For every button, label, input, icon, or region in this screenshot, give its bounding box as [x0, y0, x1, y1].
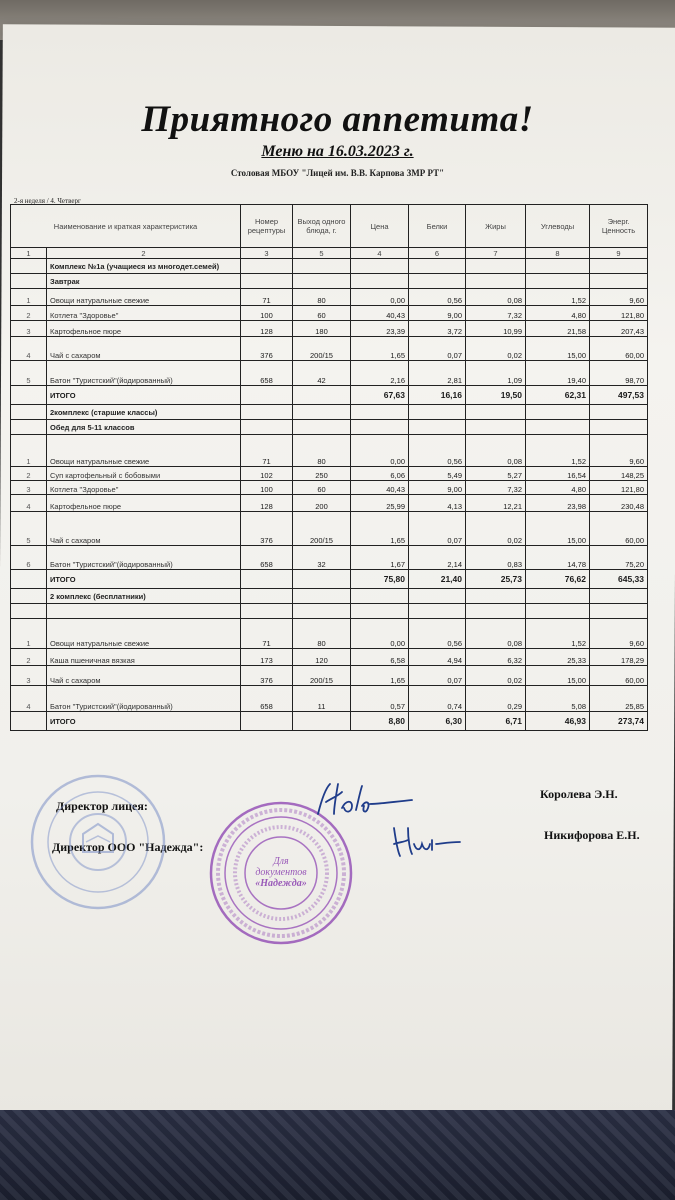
empty-cell	[351, 420, 409, 435]
dish-carbs: 23,98	[526, 495, 590, 512]
dish-fat: 1,09	[466, 361, 526, 386]
dish-price: 1,65	[351, 666, 409, 686]
dish-name: Батон "Туристский"(йодированный)	[47, 686, 241, 712]
empty-cell	[351, 259, 409, 274]
empty-cell	[590, 420, 648, 435]
dish-recipe-number: 658	[241, 686, 293, 712]
dish-price: 0,00	[351, 289, 409, 306]
dish-recipe-number: 71	[241, 289, 293, 306]
table-row	[11, 337, 648, 361]
signature-director-lyceum	[312, 778, 422, 822]
dish-protein: 2,81	[409, 361, 466, 386]
empty-cell	[241, 570, 293, 589]
col-number: 9	[590, 248, 648, 259]
dish-name: Батон "Туристский"(йодированный)	[47, 361, 241, 386]
dish-carbs: 1,52	[526, 435, 590, 467]
complex-title-row	[11, 589, 648, 604]
empty-cell	[11, 604, 47, 619]
empty-cell	[409, 604, 466, 619]
dish-price: 1,65	[351, 512, 409, 546]
dish-carbs: 19,40	[526, 361, 590, 386]
dish-energy: 230,48	[590, 495, 648, 512]
dish-portion: 60	[293, 481, 351, 495]
empty-cell	[241, 604, 293, 619]
dish-recipe-number: 658	[241, 546, 293, 570]
dish-protein: 0,56	[409, 289, 466, 306]
total-row	[11, 570, 648, 589]
dish-portion: 80	[293, 619, 351, 649]
director-ooo-label: Директор ООО "Надежда":	[52, 840, 204, 854]
total-energy: 645,33	[590, 570, 648, 589]
dish-price: 6,58	[351, 649, 409, 666]
total-fat: 25,73	[466, 570, 526, 589]
dish-name: Котлета "Здоровье"	[47, 481, 241, 495]
dish-protein: 9,00	[409, 481, 466, 495]
empty-cell	[351, 604, 409, 619]
dish-recipe-number: 376	[241, 337, 293, 361]
dish-recipe-number: 658	[241, 361, 293, 386]
dish-portion: 11	[293, 686, 351, 712]
empty-cell	[526, 589, 590, 604]
total-label: ИТОГО	[47, 570, 241, 589]
dish-price: 1,67	[351, 546, 409, 570]
dish-carbs: 4,80	[526, 481, 590, 495]
meal-title-row	[11, 604, 648, 619]
dish-carbs: 4,80	[526, 306, 590, 321]
dish-price: 0,00	[351, 435, 409, 467]
empty-cell	[590, 274, 648, 289]
table-row	[11, 495, 648, 512]
dish-portion: 200/15	[293, 512, 351, 546]
dish-price: 23,39	[351, 321, 409, 337]
table-row	[11, 306, 648, 321]
table-row	[11, 512, 648, 546]
empty-cell	[293, 604, 351, 619]
empty-cell	[466, 274, 526, 289]
col-number: 8	[526, 248, 590, 259]
table-row	[11, 666, 648, 686]
total-price: 75,80	[351, 570, 409, 589]
signature-director-ooo	[388, 820, 468, 864]
dish-fat: 0,08	[466, 619, 526, 649]
dish-number: 4	[11, 337, 47, 361]
dish-portion: 180	[293, 321, 351, 337]
stamp-text-line: Для	[273, 856, 289, 867]
col-number: 7	[466, 248, 526, 259]
dish-fat: 0,29	[466, 686, 526, 712]
total-fat: 6,71	[466, 712, 526, 731]
empty-cell	[466, 405, 526, 420]
dish-carbs: 15,00	[526, 337, 590, 361]
dish-name: Овощи натуральные свежие	[47, 619, 241, 649]
dish-protein: 2,14	[409, 546, 466, 570]
dish-number: 2	[11, 649, 47, 666]
dish-carbs: 1,52	[526, 289, 590, 306]
table-row	[11, 289, 648, 306]
empty-cell	[409, 405, 466, 420]
empty-cell	[351, 274, 409, 289]
col-header-name: Наименование и краткая характеристика	[11, 205, 241, 248]
dish-price: 6,06	[351, 467, 409, 481]
dish-energy: 25,85	[590, 686, 648, 712]
empty-cell	[11, 259, 47, 274]
menu-date: Меню на 16.03.2023 г.	[261, 143, 414, 160]
table-header-row	[11, 205, 648, 248]
dish-number: 4	[11, 686, 47, 712]
dish-number: 3	[11, 666, 47, 686]
empty-cell	[526, 604, 590, 619]
empty-cell	[409, 589, 466, 604]
dish-price: 25,99	[351, 495, 409, 512]
dish-recipe-number: 376	[241, 512, 293, 546]
dish-price: 40,43	[351, 306, 409, 321]
dish-energy: 60,00	[590, 337, 648, 361]
total-carbs: 46,93	[526, 712, 590, 731]
dish-fat: 6,32	[466, 649, 526, 666]
total-energy: 497,53	[590, 386, 648, 405]
page-title: Приятного аппетита!	[141, 99, 534, 140]
dish-fat: 7,32	[466, 306, 526, 321]
dish-fat: 0,02	[466, 337, 526, 361]
dish-name: Батон "Туристский"(йодированный)	[47, 546, 241, 570]
empty-cell	[351, 405, 409, 420]
empty-cell	[293, 420, 351, 435]
dish-fat: 0,02	[466, 512, 526, 546]
dish-number: 2	[11, 306, 47, 321]
table-row	[11, 467, 648, 481]
menu-table	[10, 204, 648, 731]
empty-cell	[293, 274, 351, 289]
dish-fat: 0,08	[466, 435, 526, 467]
dish-portion: 200/15	[293, 337, 351, 361]
dish-recipe-number: 128	[241, 321, 293, 337]
dish-name: Чай с сахаром	[47, 512, 241, 546]
dish-energy: 60,00	[590, 512, 648, 546]
empty-cell	[590, 259, 648, 274]
stamp-text-line: документов	[255, 867, 307, 878]
empty-cell	[11, 420, 47, 435]
empty-cell	[293, 712, 351, 731]
total-protein: 16,16	[409, 386, 466, 405]
table-row	[11, 481, 648, 495]
meal-title: Обед для 5-11 классов	[47, 420, 241, 435]
dish-number: 6	[11, 546, 47, 570]
dish-energy: 121,80	[590, 306, 648, 321]
col-header-recipe: Номер рецептуры	[241, 205, 293, 248]
dish-energy: 9,60	[590, 435, 648, 467]
dish-protein: 4,13	[409, 495, 466, 512]
total-row	[11, 712, 648, 731]
lyceum-stamp	[28, 772, 168, 912]
dish-fat: 0,83	[466, 546, 526, 570]
empty-cell	[11, 712, 47, 731]
empty-cell	[526, 405, 590, 420]
col-number: 5	[293, 248, 351, 259]
dish-fat: 10,99	[466, 321, 526, 337]
total-label: ИТОГО	[47, 712, 241, 731]
dish-name: Овощи натуральные свежие	[47, 289, 241, 306]
col-number: 4	[351, 248, 409, 259]
dish-carbs: 21,58	[526, 321, 590, 337]
dish-energy: 9,60	[590, 619, 648, 649]
empty-cell	[293, 259, 351, 274]
complex-title: 2 комплекс (бесплатники)	[47, 589, 241, 604]
director-lyceum-name: Королева Э.Н.	[540, 787, 618, 801]
empty-cell	[241, 386, 293, 405]
canteen-name: Столовая МБОУ "Лицей им. В.В. Карпова ЗМР РТ"	[230, 168, 445, 178]
empty-cell	[466, 589, 526, 604]
dish-name: Картофельное пюре	[47, 321, 241, 337]
col-number: 1	[11, 248, 47, 259]
empty-cell	[590, 405, 648, 420]
empty-cell	[241, 274, 293, 289]
empty-cell	[293, 570, 351, 589]
dish-portion: 200/15	[293, 666, 351, 686]
empty-cell	[11, 386, 47, 405]
complex-title: 2комплекс (старшие классы)	[47, 405, 241, 420]
dish-protein: 4,94	[409, 649, 466, 666]
total-carbs: 62,31	[526, 386, 590, 405]
dish-energy: 178,29	[590, 649, 648, 666]
empty-cell	[11, 570, 47, 589]
dish-name: Овощи натуральные свежие	[47, 435, 241, 467]
table-row	[11, 321, 648, 337]
dish-number: 3	[11, 321, 47, 337]
col-header-protein: Белки	[409, 205, 466, 248]
dish-number: 2	[11, 467, 47, 481]
dish-portion: 250	[293, 467, 351, 481]
director-ooo-name: Никифорова Е.Н.	[544, 828, 640, 842]
director-lyceum-label: Директор лицея:	[56, 799, 148, 813]
table-row	[11, 649, 648, 666]
table-row	[11, 435, 648, 467]
empty-cell	[409, 259, 466, 274]
empty-cell	[526, 259, 590, 274]
total-fat: 19,50	[466, 386, 526, 405]
dish-fat: 0,08	[466, 289, 526, 306]
meal-title-row	[11, 420, 648, 435]
dish-protein: 0,07	[409, 337, 466, 361]
col-number: 2	[47, 248, 241, 259]
total-label: ИТОГО	[47, 386, 241, 405]
complex-title-row	[11, 259, 648, 274]
dish-recipe-number: 71	[241, 619, 293, 649]
dish-portion: 200	[293, 495, 351, 512]
empty-cell	[241, 405, 293, 420]
col-number: 6	[409, 248, 466, 259]
total-row	[11, 386, 648, 405]
dish-energy: 60,00	[590, 666, 648, 686]
col-header-carbs: Углеводы	[526, 205, 590, 248]
empty-cell	[590, 589, 648, 604]
dish-recipe-number: 128	[241, 495, 293, 512]
empty-cell	[293, 386, 351, 405]
stamp-text-line: «Надежда»	[255, 878, 307, 889]
dish-carbs: 1,52	[526, 619, 590, 649]
fabric-background	[0, 1110, 675, 1200]
table-row	[11, 619, 648, 649]
meal-title-row	[11, 274, 648, 289]
total-price: 8,80	[351, 712, 409, 731]
dish-recipe-number: 71	[241, 435, 293, 467]
total-protein: 21,40	[409, 570, 466, 589]
dish-protein: 0,74	[409, 686, 466, 712]
dish-protein: 0,07	[409, 666, 466, 686]
empty-cell	[241, 712, 293, 731]
dish-portion: 60	[293, 306, 351, 321]
dish-price: 0,57	[351, 686, 409, 712]
stamp-text	[208, 856, 354, 889]
dish-energy: 9,60	[590, 289, 648, 306]
total-carbs: 76,62	[526, 570, 590, 589]
empty-cell	[526, 274, 590, 289]
empty-cell	[11, 405, 47, 420]
empty-cell	[466, 259, 526, 274]
empty-cell	[241, 420, 293, 435]
dish-number: 4	[11, 495, 47, 512]
empty-cell	[293, 405, 351, 420]
empty-cell	[409, 420, 466, 435]
dish-name: Картофельное пюре	[47, 495, 241, 512]
empty-cell	[590, 604, 648, 619]
empty-cell	[466, 604, 526, 619]
dish-name: Чай с сахаром	[47, 337, 241, 361]
dish-name: Каша пшеничная вязкая	[47, 649, 241, 666]
empty-cell	[241, 589, 293, 604]
col-header-fat: Жиры	[466, 205, 526, 248]
dish-fat: 12,21	[466, 495, 526, 512]
dish-price: 1,65	[351, 337, 409, 361]
dish-price: 40,43	[351, 481, 409, 495]
column-number-row	[11, 248, 648, 259]
dish-recipe-number: 173	[241, 649, 293, 666]
dish-name: Суп картофельный с бобовыми	[47, 467, 241, 481]
dish-number: 1	[11, 619, 47, 649]
dish-portion: 32	[293, 546, 351, 570]
dish-portion: 120	[293, 649, 351, 666]
table-row	[11, 686, 648, 712]
dish-name: Котлета "Здоровье"	[47, 306, 241, 321]
col-header-portion: Выход одного блюда, г.	[293, 205, 351, 248]
week-label: 2-я неделя / 4. Четверг	[14, 197, 81, 205]
dish-recipe-number: 100	[241, 306, 293, 321]
dish-name: Чай с сахаром	[47, 666, 241, 686]
empty-cell	[466, 420, 526, 435]
dish-carbs: 5,08	[526, 686, 590, 712]
dish-price: 2,16	[351, 361, 409, 386]
dish-number: 5	[11, 512, 47, 546]
empty-cell	[409, 274, 466, 289]
empty-cell	[241, 259, 293, 274]
total-energy: 273,74	[590, 712, 648, 731]
dish-energy: 121,80	[590, 481, 648, 495]
dish-fat: 0,02	[466, 666, 526, 686]
dish-fat: 7,32	[466, 481, 526, 495]
dish-carbs: 16,54	[526, 467, 590, 481]
dish-number: 3	[11, 481, 47, 495]
empty-cell	[526, 420, 590, 435]
table-row	[11, 361, 648, 386]
dish-energy: 75,20	[590, 546, 648, 570]
dish-portion: 42	[293, 361, 351, 386]
dish-number: 5	[11, 361, 47, 386]
dish-recipe-number: 102	[241, 467, 293, 481]
empty-cell	[293, 589, 351, 604]
dish-carbs: 25,33	[526, 649, 590, 666]
meal-title	[47, 604, 241, 619]
complex-title-row	[11, 405, 648, 420]
dish-carbs: 15,00	[526, 666, 590, 686]
dish-portion: 80	[293, 435, 351, 467]
dish-protein: 0,07	[409, 512, 466, 546]
dish-carbs: 15,00	[526, 512, 590, 546]
dish-number: 1	[11, 435, 47, 467]
complex-title: Комплекс №1а (учащиеся из многодет.семей)	[47, 259, 241, 274]
dish-recipe-number: 100	[241, 481, 293, 495]
col-header-price: Цена	[351, 205, 409, 248]
dish-recipe-number: 376	[241, 666, 293, 686]
dish-protein: 5,49	[409, 467, 466, 481]
dish-protein: 0,56	[409, 435, 466, 467]
dish-carbs: 14,78	[526, 546, 590, 570]
col-header-energy: Энерг. Ценность	[590, 205, 648, 248]
dish-energy: 98,70	[590, 361, 648, 386]
total-protein: 6,30	[409, 712, 466, 731]
dish-fat: 5,27	[466, 467, 526, 481]
dish-number: 1	[11, 289, 47, 306]
empty-cell	[11, 589, 47, 604]
meal-title: Завтрак	[47, 274, 241, 289]
empty-cell	[11, 274, 47, 289]
empty-cell	[351, 589, 409, 604]
dish-price: 0,00	[351, 619, 409, 649]
col-number: 3	[241, 248, 293, 259]
dish-protein: 3,72	[409, 321, 466, 337]
total-price: 67,63	[351, 386, 409, 405]
table-row	[11, 546, 648, 570]
dish-protein: 0,56	[409, 619, 466, 649]
dish-energy: 207,43	[590, 321, 648, 337]
dish-energy: 148,25	[590, 467, 648, 481]
dish-protein: 9,00	[409, 306, 466, 321]
dish-portion: 80	[293, 289, 351, 306]
